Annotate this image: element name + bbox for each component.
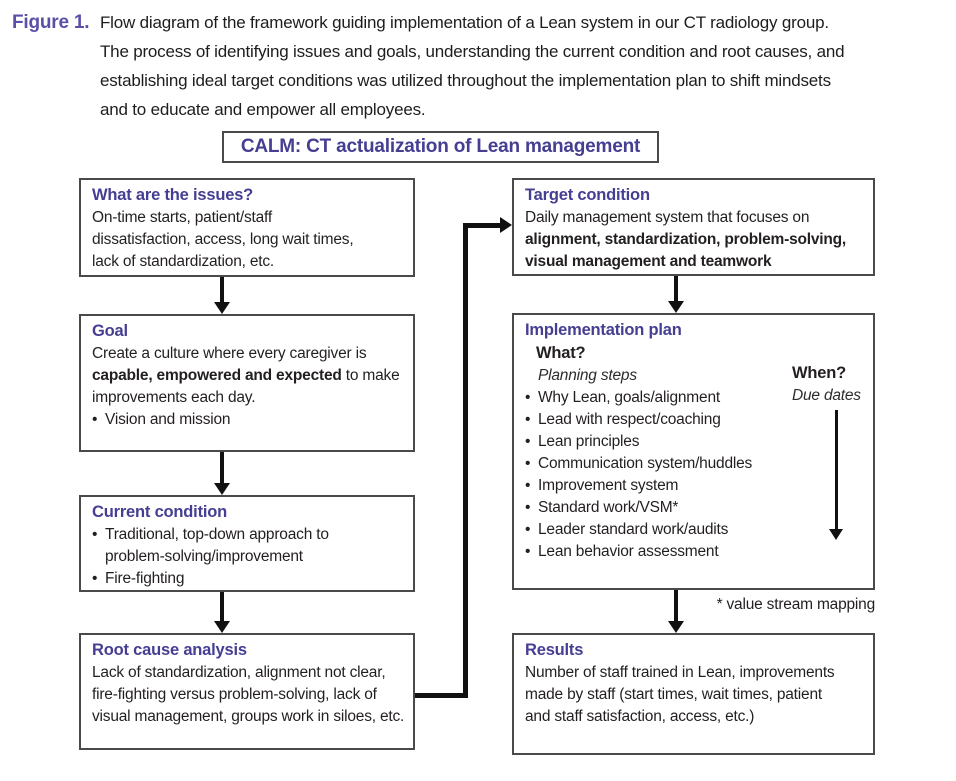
text-line: alignment, standardization, problem-solving, [525, 231, 847, 248]
due-dates-timeline-arrow [829, 410, 843, 540]
box-body-target-condition [525, 207, 863, 273]
text-line: • Lean behavior assessment [525, 541, 863, 563]
bullet-marker: • [525, 411, 531, 428]
bullet-marker: • [525, 499, 531, 516]
bullet-marker: • [525, 433, 531, 450]
when-label: When? [792, 364, 846, 382]
bullet-marker: • [525, 455, 531, 472]
bullet-marker: • [525, 543, 531, 560]
text-line: • Lean principles [525, 431, 863, 453]
text-line: • Fire-fighting [92, 568, 403, 590]
text-line: Create a culture where every caregiver is [92, 345, 367, 362]
text-line: • Leader standard work/audits [525, 519, 863, 541]
bullet-marker: • [525, 477, 531, 494]
text-line: lack of standardization, etc. [92, 253, 275, 270]
text-line: capable, empowered and expected to make [92, 367, 400, 384]
text-line: dissatisfaction, access, long wait times, [92, 231, 354, 248]
elbow-connector-top-segment [468, 223, 501, 228]
when-block [792, 362, 861, 407]
bullet-marker: • [92, 526, 98, 543]
box-body-issues [92, 207, 403, 273]
text-line: Number of staff trained in Lean, improvements [525, 664, 835, 681]
text-line: establishing ideal target conditions was utilized throughout the implementation plan to shift mindsets [100, 71, 831, 90]
flow-arrow-issues-to-goal [214, 277, 230, 314]
flow-arrow-target-to-implementation [668, 276, 684, 313]
box-body-results [525, 662, 863, 728]
bullet-marker: • [92, 570, 98, 587]
text-line: and to educate and empower all employees. [100, 100, 426, 119]
bullet-marker: • [525, 389, 531, 406]
figure-label: Figure 1. [12, 12, 90, 33]
flow-box-root-cause [79, 633, 415, 750]
text-line: made by staff (start times, wait times, patient [525, 686, 822, 703]
text-line: • Lead with respect/coaching [525, 409, 863, 431]
flow-box-results [512, 633, 875, 755]
text-line: • Communication system/huddles [525, 453, 863, 475]
text-line: • Improvement system [525, 475, 863, 497]
text-line: Flow diagram of the framework guiding implementation of a Lean system in our CT radiology group. [100, 13, 829, 32]
flow-box-implementation-plan [512, 313, 875, 590]
text-line: • Vision and mission [92, 409, 403, 431]
figure-caption [100, 8, 952, 124]
flow-arrow-current-to-root [214, 592, 230, 633]
implementation-steps-list [525, 387, 863, 563]
flow-arrow-goal-to-current [214, 452, 230, 495]
flow-box-goal [79, 314, 415, 452]
footnote-vsm: * value stream mapping [716, 596, 875, 613]
flow-box-issues [79, 178, 415, 277]
text-line: visual management and teamwork [525, 253, 772, 270]
box-body-root-cause [92, 662, 403, 728]
text-line: and staff satisfaction, access, etc.) [525, 708, 755, 725]
elbow-connector-bottom-segment [415, 693, 468, 698]
diagram-title: CALM: CT actualization of Lean management [240, 136, 641, 157]
planning-steps-label: Planning steps [538, 367, 637, 384]
flow-arrow-implementation-to-results [668, 590, 684, 633]
text-line: On-time starts, patient/staff [92, 209, 272, 226]
box-heading-goal: Goal [92, 322, 128, 340]
box-heading-issues: What are the issues? [92, 186, 254, 204]
text-line: visual management, groups work in siloes, etc. [92, 708, 405, 725]
elbow-connector-arrowhead [500, 217, 512, 233]
text-line: Daily management system that focuses on [525, 209, 810, 226]
diagram-title-box [222, 131, 659, 163]
bullet-marker: • [525, 521, 531, 538]
flow-box-current-condition [79, 495, 415, 592]
text-line: fire-fighting versus problem-solving, lack of [92, 686, 377, 703]
text-line: problem-solving/improvement [105, 548, 303, 565]
text-line: Lack of standardization, alignment not clear, [92, 664, 386, 681]
box-body-current-condition [92, 524, 403, 590]
box-heading-target-condition: Target condition [525, 186, 650, 204]
box-heading-implementation-plan: Implementation plan [525, 321, 682, 339]
what-label: What? [536, 344, 586, 362]
text-line: • Traditional, top-down approach to [92, 524, 403, 546]
flow-box-target-condition [512, 178, 875, 276]
box-body-goal [92, 343, 403, 431]
text-line: improvements each day. [92, 389, 256, 406]
text-line: • Why Lean, goals/alignment [525, 387, 863, 409]
box-heading-results: Results [525, 641, 584, 659]
box-heading-current-condition: Current condition [92, 503, 228, 521]
text-line: The process of identifying issues and goals, understanding the current condition and root causes, and [100, 42, 845, 61]
elbow-connector-vertical-segment [463, 223, 468, 698]
box-heading-root-cause: Root cause analysis [92, 641, 247, 659]
due-dates-label: Due dates [792, 387, 861, 404]
bullet-marker: • [92, 411, 98, 428]
text-line: • Standard work/VSM* [525, 497, 863, 519]
